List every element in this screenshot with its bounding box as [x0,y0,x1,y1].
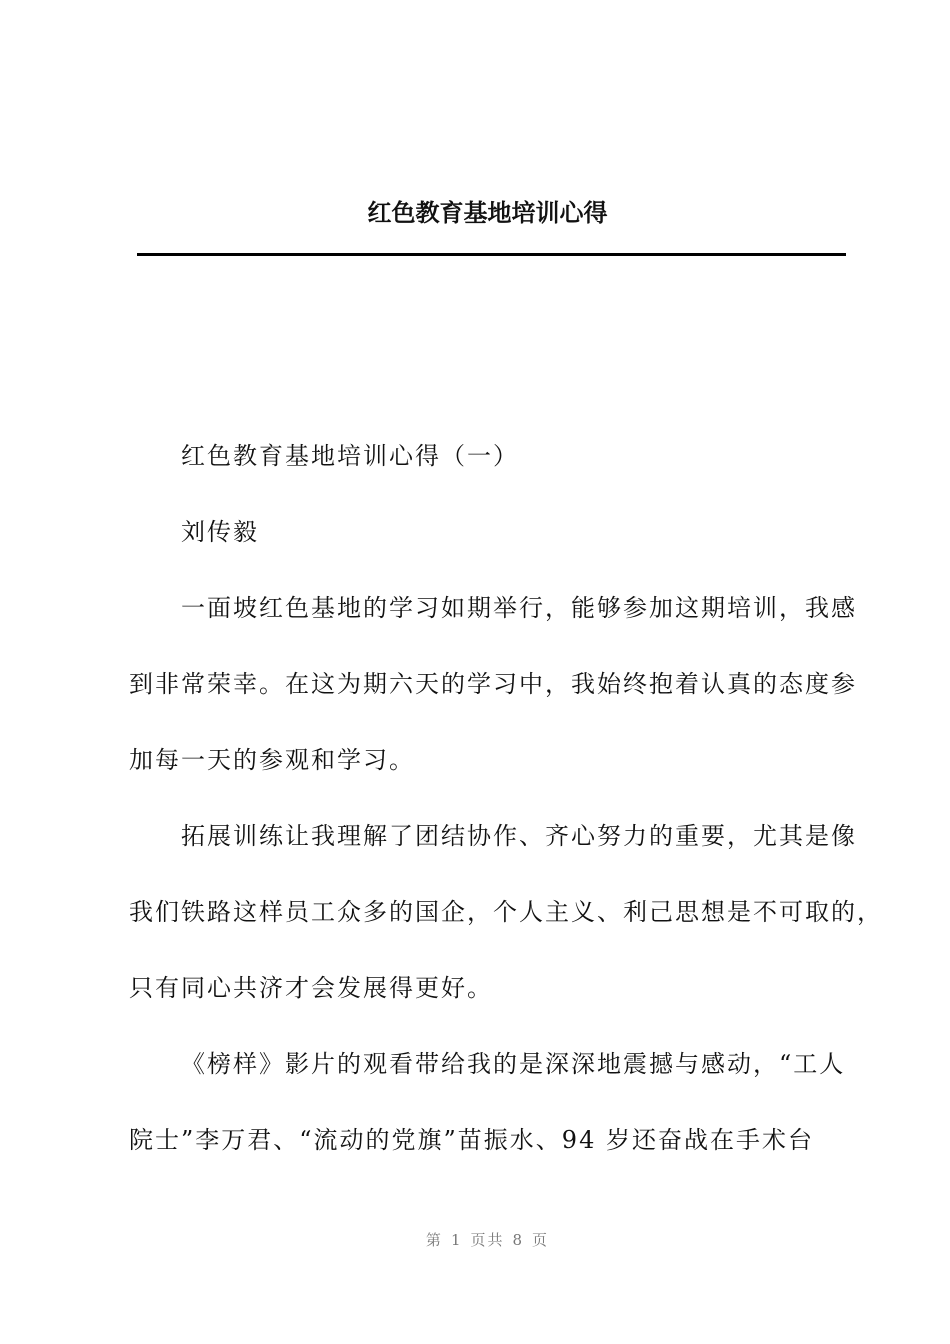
paragraph-line: 院士”李万君、“流动的党旗”苗振水、94 岁还奋战在手术台 [129,1126,814,1154]
footer-current-page: 1 [450,1231,463,1249]
section-heading: 红色教育基地培训心得（一） [181,442,519,470]
paragraph-line: 我们铁路这样员工众多的国企，个人主义、利己思想是不可取的， [129,898,883,926]
paragraph-line: 拓展训练让我理解了团结协作、齐心努力的重要，尤其是像 [181,822,857,850]
paragraph [129,798,883,1026]
paragraph-line: 只有同心共济才会发展得更好。 [129,974,493,1002]
paragraph [129,570,859,798]
footer-middle: 页共 [470,1231,505,1249]
footer-suffix: 页 [532,1231,550,1249]
paragraph-line: 《榜样》影片的观看带给我的是深深地震撼与感动，“工人 [181,1050,846,1078]
paragraph-line: 加每一天的参观和学习。 [129,746,415,774]
footer-total-pages: 8 [512,1231,525,1249]
footer-prefix: 第 [425,1231,443,1249]
paragraph [129,1026,859,1178]
page-footer [0,1229,950,1250]
document-title: 红色教育基地培训心得 [367,199,608,227]
title-divider [137,253,846,256]
document-body [129,418,883,1178]
author-name: 刘传毅 [181,518,259,546]
paragraph-line: 到非常荣幸。在这为期六天的学习中，我始终抱着认真的态度参 [129,670,857,698]
paragraph-line: 一面坡红色基地的学习如期举行，能够参加这期培训，我感 [181,594,857,622]
